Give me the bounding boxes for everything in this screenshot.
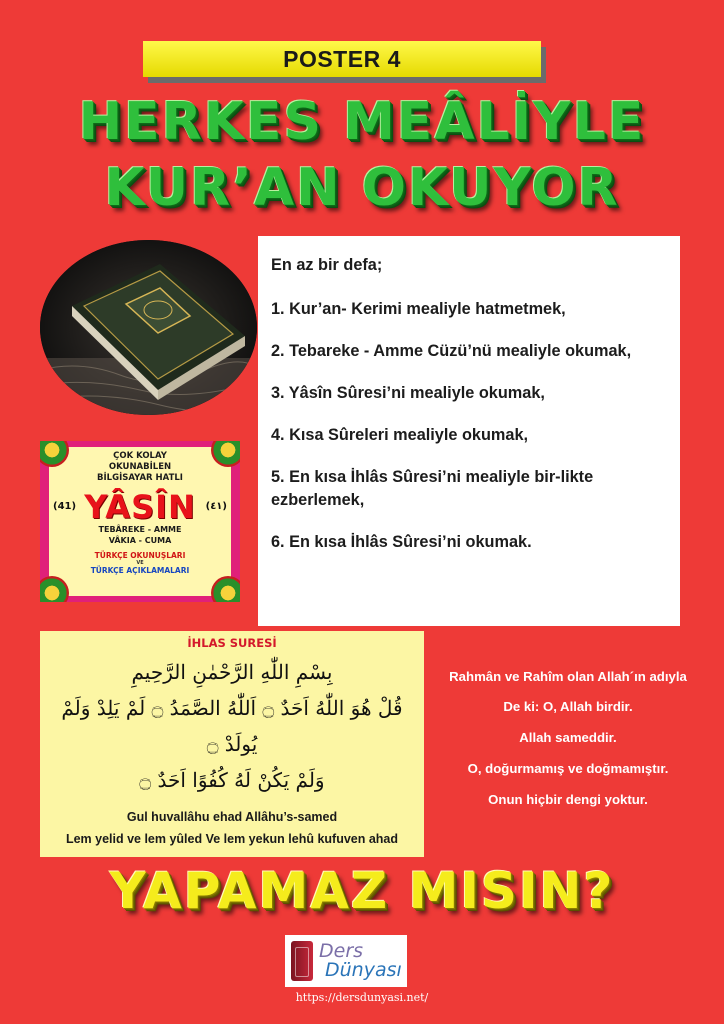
cover-surah-number: (41) (53, 501, 77, 512)
basmala-text: بِسْمِ اللّٰهِ الرَّحْمٰنِ الرَّحِيمِ (131, 660, 333, 684)
transliteration-line-1: Gul huvallâhu ehad Allâhu’s-samed (126, 810, 338, 824)
poster-number-label: POSTER 4 (283, 45, 401, 72)
meaning-line: O, doğurmamış ve doğmamıştır. (467, 761, 669, 776)
bottom-headline: YAPAMAZ MISIN? (109, 862, 615, 920)
ders-dunyasi-logo (285, 935, 407, 987)
ihlas-surah-card (40, 631, 424, 857)
poster-number-banner (143, 41, 541, 77)
headline-line-1: HERKES MEÂLİYLE (78, 92, 646, 152)
goal-item: 1. Kur’an- Kerimi mealiyle hatmetmek, (271, 300, 566, 318)
goals-list-box (258, 236, 680, 626)
meaning-line: Rahmân ve Rahîm olan Allah´ın adıyla (449, 669, 687, 684)
cover-subtitle-2: VÂKIA - CUMA (108, 536, 172, 545)
book-logo-icon (291, 941, 313, 981)
cover-subtitle-1: TEBÂREKE - AMME (98, 525, 182, 534)
cover-surah-number-arabic: (٤١) (205, 501, 227, 512)
logo-word-2: Dünyası (325, 959, 402, 981)
cover-line-2: OKUNABİLEN (108, 462, 172, 472)
logo-wordmark (319, 942, 402, 980)
cover-title-row (49, 490, 231, 524)
meaning-line: Allah sameddir. (519, 730, 617, 745)
ihlas-arabic-line-1: قُلْ هُوَ اللّٰهُ اَحَدٌ ۝ اَللّٰهُ الصَّمَدُ ۝ لَمْ يَلِدْ وَلَمْ يُولَدْ ۝ (61, 696, 403, 756)
cover-line-1: ÇOK KOLAY (113, 451, 167, 461)
cover-red-caption: TÜRKÇE OKUNUŞLARI (94, 551, 186, 560)
goal-item: 6. En kısa İhlâs Sûresi’ni okumak. (271, 533, 532, 551)
logo-word-1: Ders (319, 940, 364, 962)
goals-intro: En az bir defa; (271, 256, 383, 274)
yasin-book-cover (40, 441, 240, 602)
ihlas-meaning (432, 668, 704, 822)
ihlas-title: İHLAS SURESİ (187, 636, 277, 650)
website-url[interactable]: https://dersdunyasi.net/ (295, 991, 429, 1004)
ihlas-arabic-line-2: وَلَمْ يَكُنْ لَهُ كُفُوًا اَحَدٌ ۝ (139, 768, 325, 792)
cover-conjunction: VE (136, 560, 144, 566)
goal-item: 4. Kısa Sûreleri mealiyle okumak, (271, 426, 529, 444)
cover-line-3: BİLGİSAYAR HATLI (97, 473, 183, 483)
ornament-corner-icon (211, 576, 240, 602)
meaning-line: Onun hiçbir dengi yoktur. (488, 792, 648, 807)
ihlas-transliteration (54, 806, 410, 850)
cover-blue-caption: TÜRKÇE AÇIKLAMALARI (90, 566, 190, 575)
ornament-corner-icon (40, 576, 69, 602)
headline-line-2: KUR’AN OKUYOR (104, 158, 620, 218)
meaning-line: De ki: O, Allah birdir. (503, 699, 633, 714)
quran-book-photo (40, 240, 257, 415)
goal-item: 2. Tebareke - Amme Cüzü’nü mealiyle okumak, (271, 342, 632, 360)
yasin-cover-panel (49, 447, 231, 596)
goal-item: 5. En kısa İhlâs Sûresi’ni mealiyle bir-likte ezberlemek, (271, 468, 594, 509)
cover-title: YÂSÎN (84, 488, 196, 526)
goal-item: 3. Yâsîn Sûresi’ni mealiyle okumak, (271, 384, 545, 402)
quran-book-illustration (40, 240, 257, 415)
transliteration-line-2: Lem yelid ve lem yûled Ve lem yekun lehû kufuven ahad (65, 832, 399, 846)
